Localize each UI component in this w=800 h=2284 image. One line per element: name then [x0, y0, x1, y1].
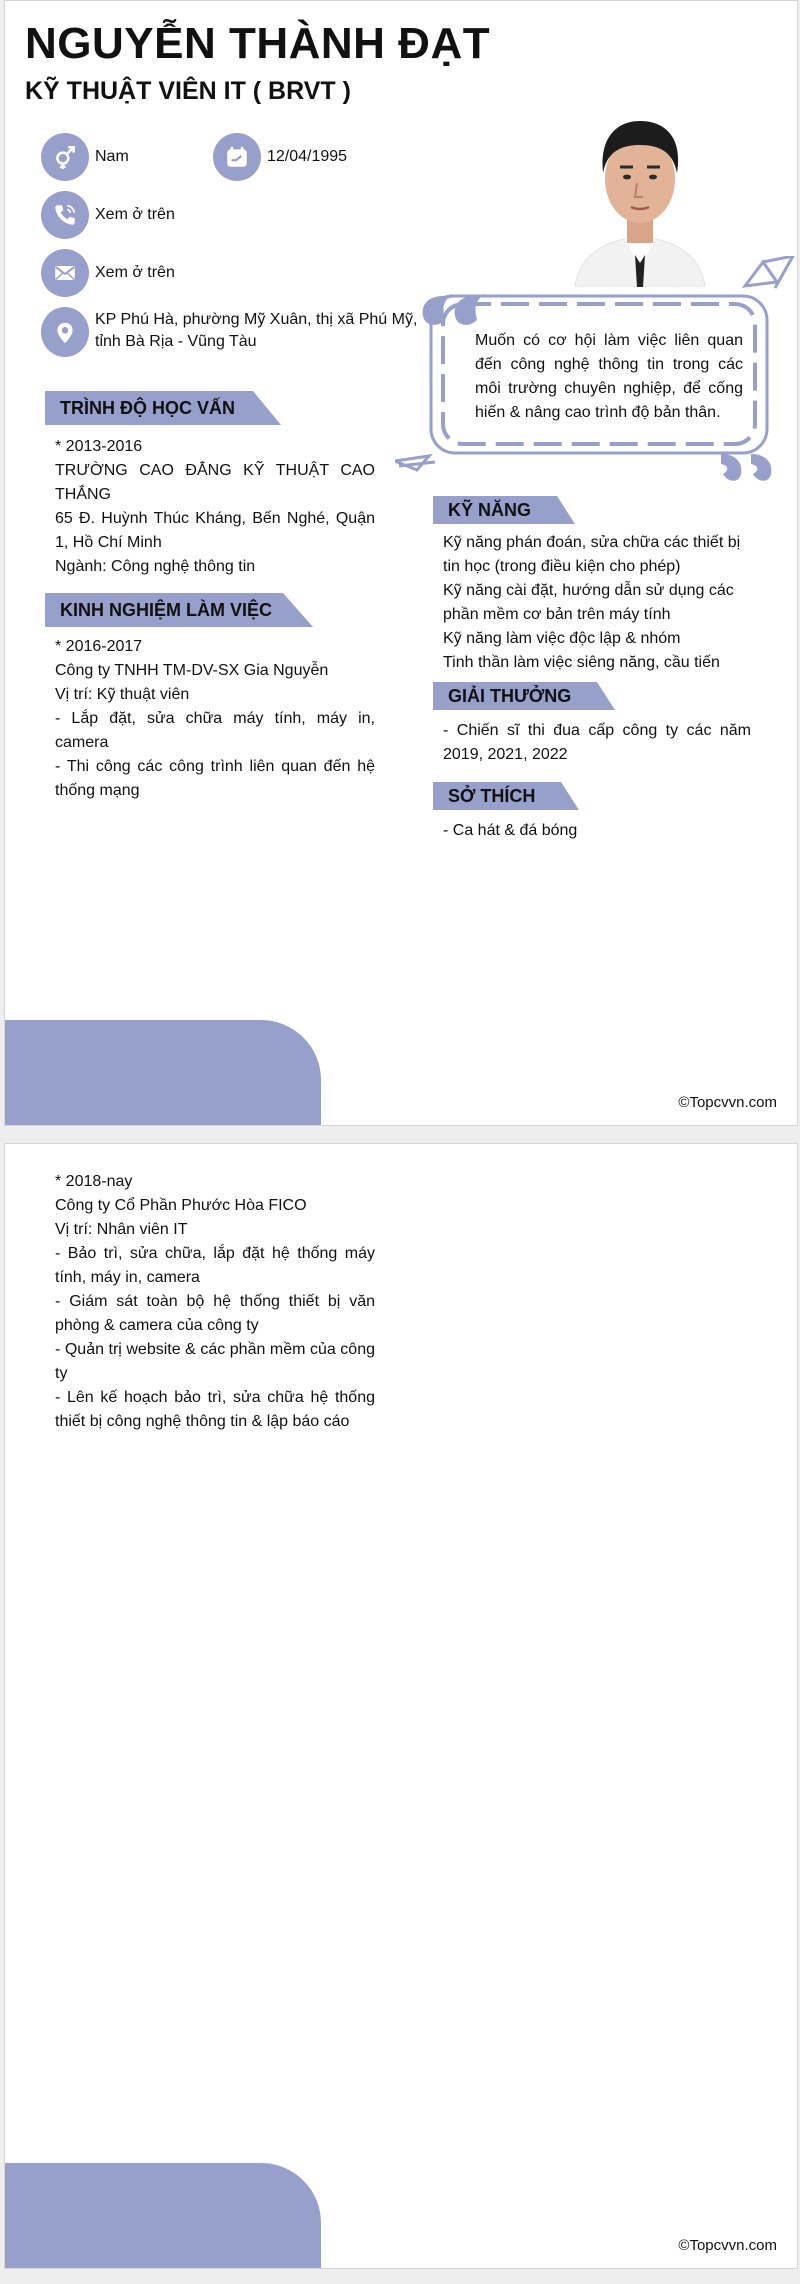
experience-details-continued	[55, 1170, 375, 1434]
text-line: TRƯỜNG CAO ĐẲNG KỸ THUẬT CAO THẮNG	[55, 462, 375, 503]
address-value: KP Phú Hà, phường Mỹ Xuân, thị xã Phú Mỹ, tỉnh Bà Rịa - Vũng Tàu	[95, 311, 418, 350]
phone-value: Xem ở trên	[95, 206, 175, 223]
text-line: Kỹ năng phán đoán, sửa chữa các thiết bị tin học (trong điều kiện cho phép)	[443, 534, 741, 575]
candidate-name: NGUYỄN THÀNH ĐẠT	[25, 19, 491, 68]
text-line: - Lắp đặt, sửa chữa máy tính, máy in, camera	[55, 710, 375, 751]
email-info	[41, 249, 175, 297]
education-heading: TRÌNH ĐỘ HỌC VẤN	[45, 391, 285, 425]
text-line: * 2018-nay	[55, 1173, 133, 1190]
text-line: * 2016-2017	[55, 638, 143, 655]
text-line: 65 Đ. Huỳnh Thúc Kháng, Bến Nghé, Quận 1, Hồ Chí Minh	[55, 510, 375, 551]
hobbies-heading: SỞ THÍCH	[433, 779, 581, 813]
text-line: Công ty Cổ Phần Phước Hòa FICO	[55, 1197, 307, 1214]
text-line: * 2013-2016	[55, 438, 143, 455]
cv-page-2	[4, 1143, 798, 2269]
text-line: - Thi công các công trình liên quan đến hệ thống mạng	[55, 758, 375, 799]
skills-details	[443, 531, 751, 675]
phone-info	[41, 191, 175, 239]
job-title: KỸ THUẬT VIÊN IT ( BRVT )	[25, 77, 351, 105]
footer-decoration	[5, 2163, 321, 2268]
text-line: - Chiến sĩ thi đua cấp công ty các năm 2019, 2021, 2022	[443, 722, 751, 763]
cv-page-1	[4, 0, 798, 1126]
experience-details	[55, 635, 375, 803]
phone-icon	[41, 191, 89, 239]
footer-credit: ©Topcvvn.com	[678, 1094, 777, 1111]
awards-details	[443, 719, 751, 767]
text-line: - Bảo trì, sửa chữa, lắp đặt hệ thống máy tính, máy in, camera	[55, 1245, 375, 1286]
skills-heading: KỸ NĂNG	[433, 493, 577, 527]
footer-decoration	[5, 1020, 321, 1125]
experience-heading: KINH NGHIỆM LÀM VIỆC	[45, 593, 317, 627]
text-line: - Ca hát & đá bóng	[443, 822, 578, 839]
email-icon	[41, 249, 89, 297]
hobbies-details	[443, 819, 751, 843]
text-line: - Giám sát toàn bộ hệ thống thiết bị văn phòng & camera của công ty	[55, 1293, 375, 1334]
calendar-icon	[213, 133, 261, 181]
text-line: - Quản trị website & các phần mềm của công ty	[55, 1341, 375, 1382]
text-line: Tinh thần làm việc siêng năng, cầu tiến	[443, 654, 720, 671]
text-line: Kỹ năng làm việc độc lập & nhóm	[443, 630, 681, 647]
text-line: Kỹ năng cài đặt, hướng dẫn sử dụng các phần mềm cơ bản trên máy tính	[443, 582, 734, 623]
gender-value: Nam	[95, 148, 129, 165]
text-line: Vị trí: Kỹ thuật viên	[55, 686, 190, 703]
gender-icon	[41, 133, 89, 181]
gender-info	[41, 133, 129, 181]
footer-credit: ©Topcvvn.com	[678, 2237, 777, 2254]
address-info	[41, 307, 421, 357]
text-line: Công ty TNHH TM-DV-SX Gia Nguyễn	[55, 662, 329, 679]
text-line: Ngành: Công nghệ thông tin	[55, 558, 256, 575]
birthdate-info	[213, 133, 347, 181]
career-objective: Muốn có cơ hội làm việc liên quan đến công nghệ thông tin trong các môi trường chuyên nghiệp, để cống hiến & nâng cao trình độ bản thân.	[475, 332, 743, 421]
text-line: - Lên kế hoạch bảo trì, sửa chữa hệ thống thiết bị công nghệ thông tin & lập báo cáo	[55, 1389, 375, 1430]
education-details	[55, 435, 375, 579]
location-icon	[41, 307, 89, 357]
birthdate-value: 12/04/1995	[267, 148, 348, 165]
text-line: Vị trí: Nhân viên IT	[55, 1221, 188, 1238]
email-value: Xem ở trên	[95, 264, 175, 281]
awards-heading: GIẢI THƯỞNG	[433, 679, 617, 713]
